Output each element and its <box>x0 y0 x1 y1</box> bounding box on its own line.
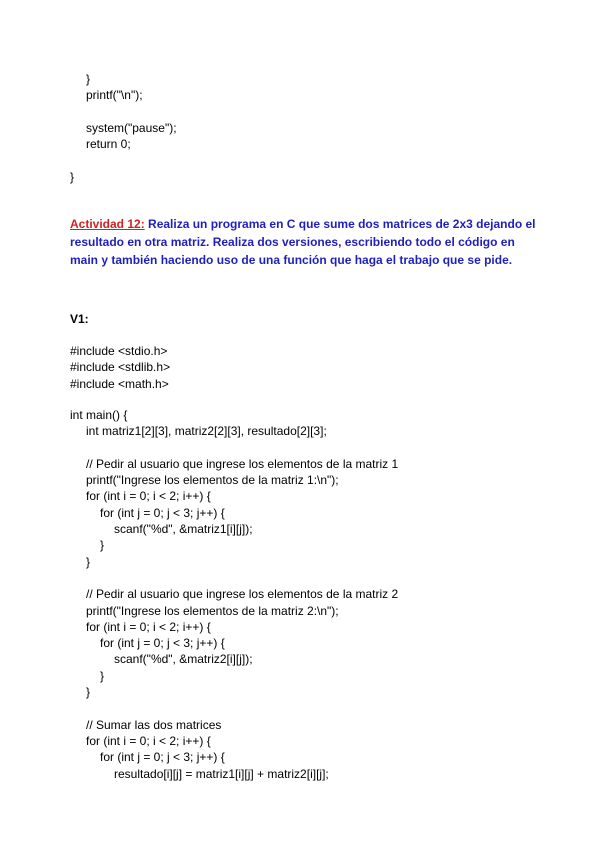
code-line: int matriz1[2][3], matriz2[2][3], resultado[2][3]; <box>86 424 327 439</box>
code-line: } <box>86 554 91 569</box>
version-heading: V1: <box>70 312 89 326</box>
include-line: #include <stdlib.h> <box>70 360 171 375</box>
code-line: } <box>100 668 105 683</box>
code-line: printf("Ingrese los elementos de la matriz 1:\n"); <box>86 473 339 488</box>
include-line: #include <math.h> <box>70 376 169 391</box>
code-line: } <box>86 72 91 86</box>
activity-label: Actividad 12: <box>70 217 145 231</box>
code-line: int main() { <box>70 408 128 422</box>
code-block-end-of-previous <box>70 71 177 185</box>
code-block-includes <box>70 343 170 392</box>
activity-statement <box>70 215 540 269</box>
code-line <box>70 104 177 120</box>
code-line: } <box>86 685 91 700</box>
code-line: printf("Ingrese los elementos de la matriz 2:\n"); <box>86 603 339 618</box>
code-line: scanf("%d", &matriz2[i][j]); <box>114 652 253 667</box>
code-line <box>70 440 398 456</box>
activity-text: Realiza un programa en C que sume dos matrices de 2x3 dejando el resultado en otra matriz. Realiza dos versiones, escribiendo todo el código en main y también haciendo uso de una función que haga el trabajo que se pide. <box>70 217 536 267</box>
code-line <box>70 570 398 586</box>
code-line: return 0; <box>86 137 131 152</box>
code-line <box>70 152 177 168</box>
code-line: for (int j = 0; j < 3; j++) { <box>100 750 225 765</box>
code-line: printf("\n"); <box>86 88 143 103</box>
code-line: resultado[i][j] = matriz1[i][j] + matriz2[i][j]; <box>114 766 329 781</box>
code-line: } <box>70 169 75 184</box>
code-line: scanf("%d", &matriz1[i][j]); <box>114 522 253 537</box>
code-line: for (int i = 0; i < 2; i++) { <box>86 489 211 504</box>
code-line: for (int i = 0; i < 2; i++) { <box>86 619 211 634</box>
code-comment: // Pedir al usuario que ingrese los elementos de la matriz 2 <box>86 587 399 602</box>
code-line: for (int j = 0; j < 3; j++) { <box>100 636 225 651</box>
code-comment: // Sumar las dos matrices <box>86 717 222 732</box>
code-line <box>70 700 398 716</box>
code-line: for (int j = 0; j < 3; j++) { <box>100 505 225 520</box>
code-line: } <box>100 538 105 553</box>
code-comment: // Pedir al usuario que ingrese los elementos de la matriz 1 <box>86 456 399 471</box>
code-line: system("pause"); <box>86 120 177 135</box>
code-block-main <box>70 407 398 782</box>
code-line: for (int i = 0; i < 2; i++) { <box>86 733 211 748</box>
include-line: #include <stdio.h> <box>70 344 168 358</box>
